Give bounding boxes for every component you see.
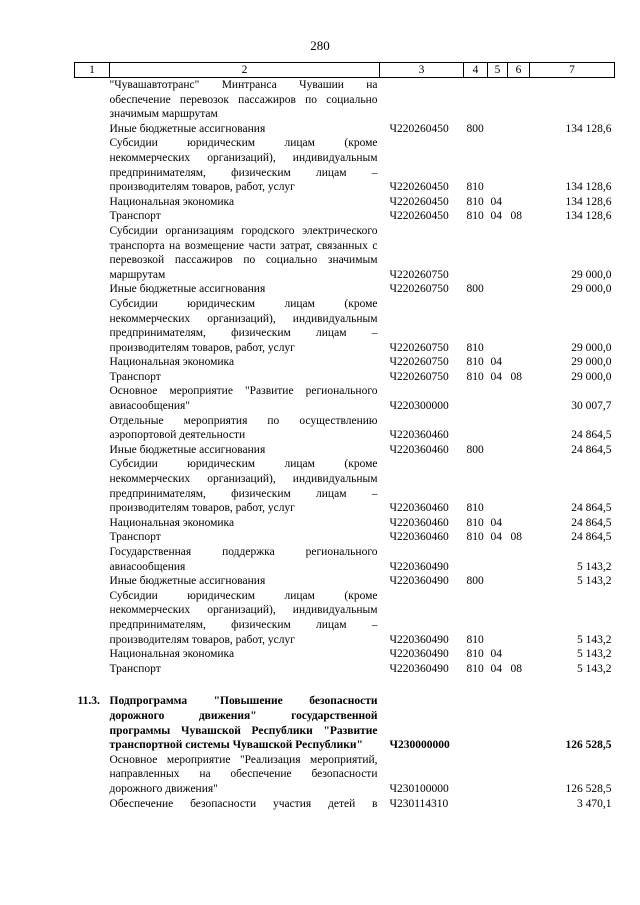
table-row [75,694,615,752]
section-code: 04 [490,370,502,383]
table-row [75,209,615,224]
subsection-code [508,195,530,210]
spacer-row [75,676,615,694]
section-code [488,78,508,122]
row-amount: 24 864,5 [571,516,612,529]
expense-type-code: 810 [466,662,484,675]
row-number [75,195,110,210]
column-number: 1 [75,63,110,78]
expense-type-code: 810 [466,356,484,369]
row-amount: 5 143,2 [577,575,612,588]
section-code [488,797,508,812]
row-name: Транспорт [109,531,161,544]
subsection-code [508,384,530,413]
row-amount: 134 128,6 [565,122,612,135]
section-code [488,589,508,647]
table-row [75,297,615,355]
table-row [75,530,615,545]
subsection-code [508,443,530,458]
target-code: Ч220360490 [389,648,449,661]
row-name: Субсидии юридическим лицам (кроме некоммерческих организаций), индивидуальным предпринимателям, физическим лицам – производителям товаров, работ, услуг [109,458,378,515]
row-amount: 5 143,2 [577,633,612,646]
table-row [75,282,615,297]
row-number [75,574,110,589]
spacer-cell [75,676,615,694]
row-name: Субсидии юридическим лицам (кроме некоммерческих организаций), индивидуальным предпринимателям, физическим лицам – производителям товаров, работ, услуг [109,137,378,194]
target-code: Ч220360490 [389,633,449,646]
subsection-code [508,647,530,662]
budget-table [74,62,615,811]
table-row [75,414,615,443]
expense-type-code: 810 [466,516,484,529]
section-code [488,753,508,797]
row-number [75,209,110,224]
target-code: Ч220360460 [389,502,449,515]
table-row [75,384,615,413]
table-row [75,662,615,677]
row-amount: 126 528,5 [565,782,612,795]
expense-type-code: 810 [466,181,484,194]
expense-type-code: 810 [466,531,484,544]
row-amount [530,78,615,122]
target-code: Ч230000000 [389,739,450,752]
section-code: 04 [490,531,502,544]
expense-type-code: 800 [466,443,484,456]
row-number [75,297,110,355]
expense-type-code [464,224,488,282]
row-number [75,443,110,458]
table-row [75,545,615,574]
subsection-code: 08 [510,662,522,675]
target-code: Ч220360460 [389,443,449,456]
row-name: Государственная поддержка регионального авиасообщения [109,546,378,573]
row-number [75,78,110,122]
target-code: Ч220360490 [389,575,449,588]
row-number [75,797,110,812]
row-name: Иные бюджетные ассигнования [109,283,266,296]
table-row [75,136,615,194]
row-number [75,224,110,282]
row-name: Иные бюджетные ассигнования [109,122,266,135]
row-amount: 5 143,2 [577,648,612,661]
row-amount: 24 864,5 [571,429,612,442]
subsection-code [508,136,530,194]
row-name: Транспорт [109,210,161,223]
section-code: 04 [490,356,502,369]
row-name: Транспорт [109,370,161,383]
section-code [488,545,508,574]
expense-type-code [464,414,488,443]
section-code [488,443,508,458]
row-amount: 5 143,2 [577,560,612,573]
row-amount: 3 470,1 [577,797,612,810]
table-row [75,457,615,515]
row-name: Обеспечение безопасности участия детей в [109,797,378,810]
section-code [488,297,508,355]
row-number [75,647,110,662]
target-code: Ч220260450 [389,195,449,208]
table-row [75,195,615,210]
target-code: Ч220360490 [389,662,449,675]
row-name: Субсидии юридическим лицам (кроме некоммерческих организаций), индивидуальным предпринимателям, физическим лицам – производителям товаров, работ, услуг [109,297,378,354]
row-amount: 126 528,5 [565,739,612,752]
section-code [488,282,508,297]
row-number [75,370,110,385]
section-code [488,122,508,137]
row-number [75,589,110,647]
target-code: Ч220260750 [389,268,449,281]
table-row [75,78,615,122]
table-row [75,443,615,458]
subsection-code [508,589,530,647]
section-code [488,694,508,752]
subsection-code [508,355,530,370]
expense-type-code: 810 [466,195,484,208]
target-code: Ч220300000 [389,400,449,413]
subsection-code [508,78,530,122]
target-code: Ч220260750 [389,341,449,354]
row-name: Национальная экономика [109,516,235,529]
subsection-code [508,694,530,752]
table-row [75,753,615,797]
section-code: 04 [490,648,502,661]
table-row [75,370,615,385]
row-amount: 29 000,0 [571,370,612,383]
target-code: Ч230100000 [389,782,449,795]
section-code: 04 [490,662,502,675]
expense-type-code: 810 [466,210,484,223]
expense-type-code [464,797,488,812]
expense-type-code: 810 [466,633,484,646]
table-row [75,574,615,589]
expense-type-code: 800 [466,575,484,588]
subsection-code [508,516,530,531]
subsection-code [508,753,530,797]
expense-type-code [464,753,488,797]
target-code: Ч220260750 [389,283,449,296]
row-name: Национальная экономика [109,195,235,208]
row-amount: 29 000,0 [571,283,612,296]
subsection-code [508,414,530,443]
row-name: Транспорт [109,662,161,675]
expense-type-code [464,545,488,574]
subsection-code [508,122,530,137]
row-number [75,384,110,413]
section-code [488,574,508,589]
column-number: 3 [380,63,464,78]
target-code: Ч220360460 [389,429,449,442]
row-name: Национальная экономика [109,648,235,661]
expense-type-code [464,694,488,752]
row-number [75,662,110,677]
expense-type-code: 810 [466,370,484,383]
table-row [75,589,615,647]
row-amount: 134 128,6 [565,195,612,208]
target-code: Ч220260450 [389,122,449,135]
row-number [75,136,110,194]
row-name: Иные бюджетные ассигнования [109,443,266,456]
expense-type-code: 800 [466,283,484,296]
subsection-code [508,224,530,282]
target-code: Ч220260450 [389,210,449,223]
column-number: 2 [110,63,380,78]
row-amount: 5 143,2 [577,662,612,675]
column-number: 5 [488,63,508,78]
table-row [75,647,615,662]
row-name: Отдельные мероприятия по осуществлению аэропортовой деятельности [109,414,378,442]
subsection-code [508,545,530,574]
column-number: 4 [464,63,488,78]
row-name: Подпрограмма "Повышение безопасности дорожного движения" государственной программы Чувашской Республики "Развитие транспортной системы Чувашской Республики" [109,695,378,752]
subsection-code [508,282,530,297]
table-body [75,78,615,812]
section-code: 04 [490,195,502,208]
target-code: Ч220260450 [389,181,449,194]
target-code: Ч220260750 [389,370,449,383]
target-code: Ч220360460 [389,531,449,544]
subsection-code [508,297,530,355]
column-number: 7 [530,63,615,78]
expense-type-code: 810 [466,648,484,661]
section-code: 04 [490,210,502,223]
expense-type-code [464,78,488,122]
row-number [75,457,110,515]
subsection-code: 08 [510,531,522,544]
row-number [75,122,110,137]
row-number [75,355,110,370]
row-number [75,545,110,574]
row-name: Основное мероприятие "Реализация мероприятий, направленных на обеспечение безопасности дорожного движения" [109,753,378,795]
target-code [380,78,464,122]
row-number [75,516,110,531]
row-name: "Чувашавтотранс" Минтранса Чувашии на обеспечение перевозок пассажиров по социально значимым маршрутам [109,79,378,121]
expense-type-code: 800 [466,122,484,135]
table-row [75,224,615,282]
section-code [488,224,508,282]
expense-type-code [464,384,488,413]
row-name: Субсидии юридическим лицам (кроме некоммерческих организаций), индивидуальным предпринимателям, физическим лицам – производителям товаров, работ, услуг [109,589,378,646]
expense-type-code: 810 [466,502,484,515]
section-code [488,457,508,515]
row-number [75,753,110,797]
row-name: Основное мероприятие "Развитие регионального авиасообщения" [109,385,378,413]
target-code: Ч220360460 [389,516,449,529]
subsection-code [508,457,530,515]
table-row [75,516,615,531]
row-amount: 29 000,0 [571,356,612,369]
table-row [75,122,615,137]
row-name: Субсидии организациям городского электрического транспорта на возмещение части затрат, связанных с перевозкой пассажиров по социально значимым маршрутам [109,224,378,281]
column-number: 6 [508,63,530,78]
subsection-code [508,574,530,589]
row-amount: 24 864,5 [571,502,612,515]
row-amount: 29 000,0 [571,341,612,354]
row-amount: 24 864,5 [571,531,612,544]
row-amount: 30 007,7 [571,400,612,413]
page-number: 280 [310,38,330,53]
table-row [75,797,615,812]
target-code: Ч230114310 [389,797,449,810]
row-number [75,414,110,443]
section-code: 04 [490,516,502,529]
table-row [75,355,615,370]
subsection-code: 08 [510,370,522,383]
target-code: Ч220260750 [389,356,449,369]
section-code [488,414,508,443]
subsection-code: 08 [510,210,522,223]
section-code [488,384,508,413]
subsection-code [508,797,530,812]
row-amount: 134 128,6 [565,181,612,194]
row-amount: 29 000,0 [571,268,612,281]
row-number [75,282,110,297]
row-amount: 134 128,6 [565,210,612,223]
expense-type-code: 810 [466,341,484,354]
row-number: 11.3. [77,695,100,708]
row-number [75,530,110,545]
target-code: Ч220360490 [389,560,449,573]
row-name: Национальная экономика [109,356,235,369]
section-code [488,136,508,194]
row-amount: 24 864,5 [571,443,612,456]
row-name: Иные бюджетные ассигнования [109,575,266,588]
column-number-row [75,63,615,78]
